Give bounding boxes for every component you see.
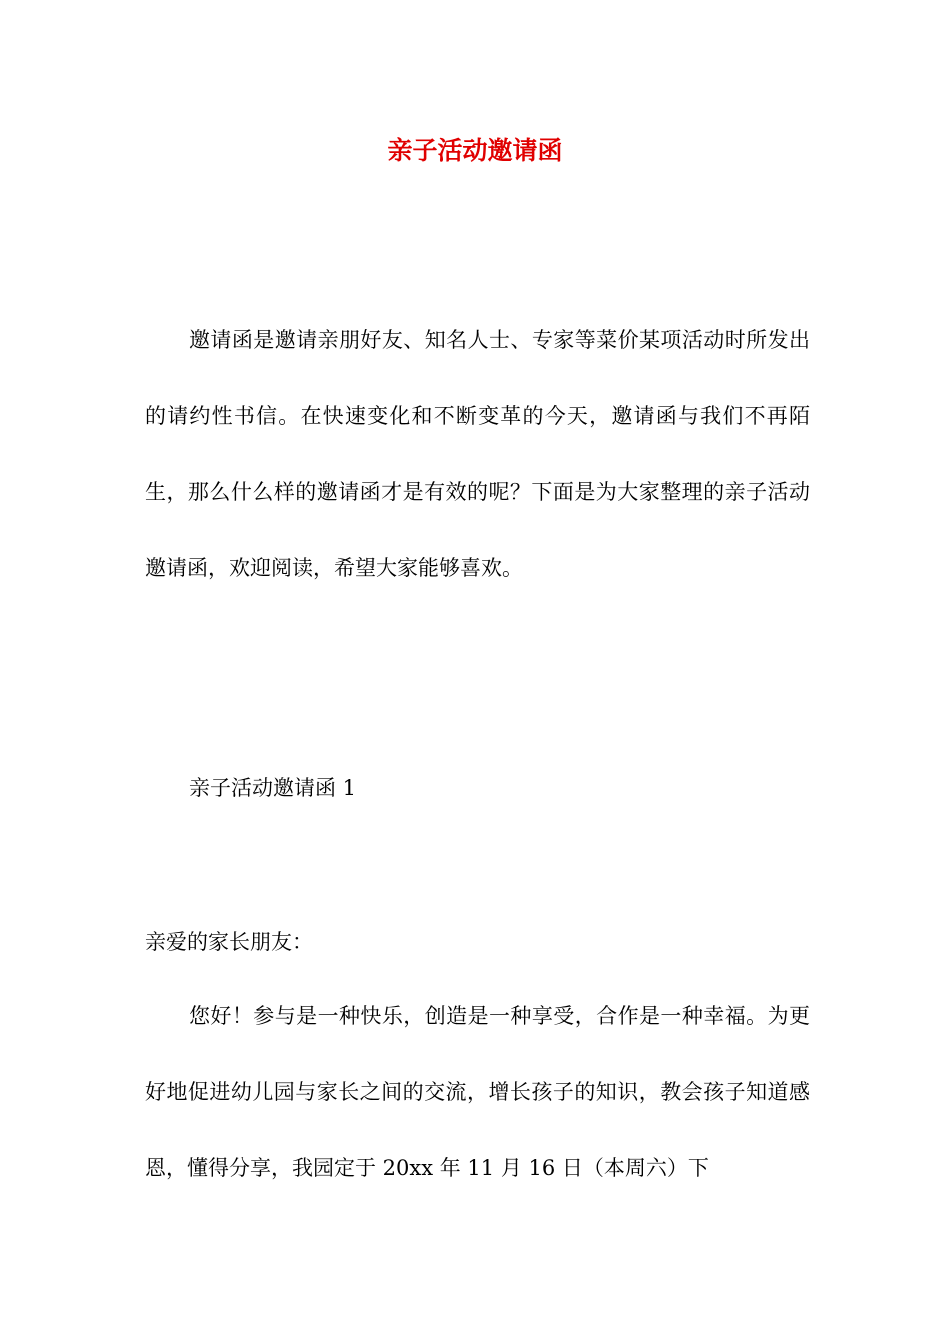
letter-greeting: 亲爱的家长朋友：: [145, 930, 313, 954]
document-title: 亲子活动邀请函: [387, 136, 563, 165]
body-paragraph: 您好！参与是一种快乐，创造是一种享受，合作是一种幸福。为更好地促进幼儿园与家长之间的交流，增长孩子的知识，教会孩子知道感恩，懂得分享，我园定于 20xx 年 11 月 16 日（本周六）下: [145, 1004, 810, 1180]
section-heading: 亲子活动邀请函 1: [189, 776, 357, 800]
intro-paragraph: 邀请函是邀请亲朋好友、知名人士、专家等菜价某项活动时所发出的请约性书信。在快速变化和不断变革的今天，邀请函与我们不再陌生，那么什么样的邀请函才是有效的呢？下面是为大家整理的亲子活动邀请函，欢迎阅读，希望大家能够喜欢。: [145, 328, 810, 580]
